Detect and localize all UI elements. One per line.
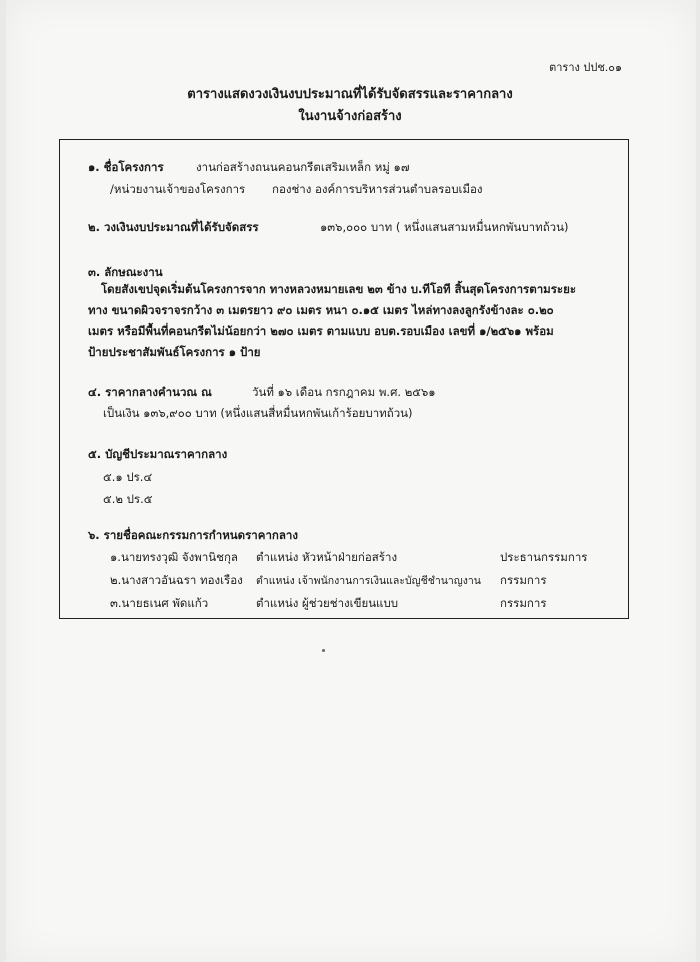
member-3-role: กรรมการ	[500, 596, 547, 610]
item3-line-1: โดยสังเขปจุดเริ่มต้นโครงการจาก ทางหลวงหมายเลข ๒๓ ข้าง บ.ทีโอที สิ้นสุดโครงการตามระยะ	[101, 282, 577, 296]
member-2-role: กรรมการ	[500, 573, 547, 587]
item2-value: ๑๓๖,๐๐๐ บาท ( หนึ่งแสนสามหมื่นหกพันบาทถ้วน)	[320, 220, 569, 234]
item6-label: ๖. รายชื่อคณะกรรมการกำหนดราคากลาง	[88, 528, 298, 542]
member-2-position: ตำแหน่ง เจ้าพนักงานการเงินและบัญชีชำนาญงาน	[256, 575, 481, 587]
content-frame	[59, 139, 629, 619]
member-3-name: ๓.นายธเนศ พัดแก้ว	[110, 596, 209, 610]
member-1-position: ตำแหน่ง หัวหน้าฝ่ายก่อสร้าง	[256, 550, 398, 564]
member-3-position: ตำแหน่ง ผู้ช่วยช่างเขียนแบบ	[256, 596, 399, 610]
member-1-role: ประธานกรรมการ	[500, 550, 588, 564]
item3-label: ๓. ลักษณะงาน	[88, 265, 163, 279]
document-title: ตารางแสดงวงเงินงบประมาณที่ได้รับจัดสรรและราคากลาง	[187, 87, 513, 102]
item3-line-2: ทาง ขนาดผิวจราจรกว้าง ๓ เมตรยาว ๙๐ เมตร หนา ๐.๑๕ เมตร ไหล่ทางลงลูกรังข้างละ ๐.๒๐	[88, 303, 554, 317]
item5-entry-1: ๕.๑ ปร.๔	[103, 470, 153, 484]
item3-line-4: ป้ายประชาสัมพันธ์โครงการ ๑ ป้าย	[88, 345, 261, 359]
item1-sub-value: กองช่าง องค์การบริหารส่วนตำบลรอบเมือง	[272, 182, 483, 196]
item4-amount: เป็นเงิน ๑๓๖,๙๐๐ บาท (หนึ่งแสนสี่หมื่นหกพันเก้าร้อยบาทถ้วน)	[103, 406, 413, 420]
item1-label: ๑. ชื่อโครงการ	[88, 160, 164, 174]
member-2-name: ๒.นางสาวอันฉรา ทองเรือง	[110, 573, 243, 587]
item4-date: วันที่ ๑๖ เดือน กรกฎาคม พ.ศ. ๒๕๖๑	[252, 385, 436, 399]
item4-label: ๔. ราคากลางคำนวณ ณ	[88, 385, 212, 399]
item3-line-3: เมตร หรือมีพื้นที่คอนกรีตไม่น้อยกว่า ๒๗๐ เมตร ตามแบบ อบต.รอบเมือง เลขที่ ๑/๒๕๖๑ พร้อม	[88, 324, 554, 338]
item5-entry-2: ๕.๒ ปร.๕	[103, 492, 153, 506]
form-code: ตาราง ปปช.๐๑	[549, 61, 622, 74]
item1-value: งานก่อสร้างถนนคอนกรีตเสริมเหล็ก หมู่ ๑๗	[196, 160, 410, 174]
member-1-name: ๑.นายทรงวุฒิ จังพานิชกุล	[110, 550, 238, 564]
item2-label: ๒. วงเงินงบประมาณที่ได้รับจัดสรร	[88, 220, 259, 234]
speck-mark	[322, 649, 325, 652]
item5-label: ๕. บัญชีประมาณราคากลาง	[88, 447, 228, 461]
document-subtitle: ในงานจ้างก่อสร้าง	[298, 109, 402, 124]
item1-sub-label: /หน่วยงานเจ้าของโครงการ	[110, 182, 246, 196]
